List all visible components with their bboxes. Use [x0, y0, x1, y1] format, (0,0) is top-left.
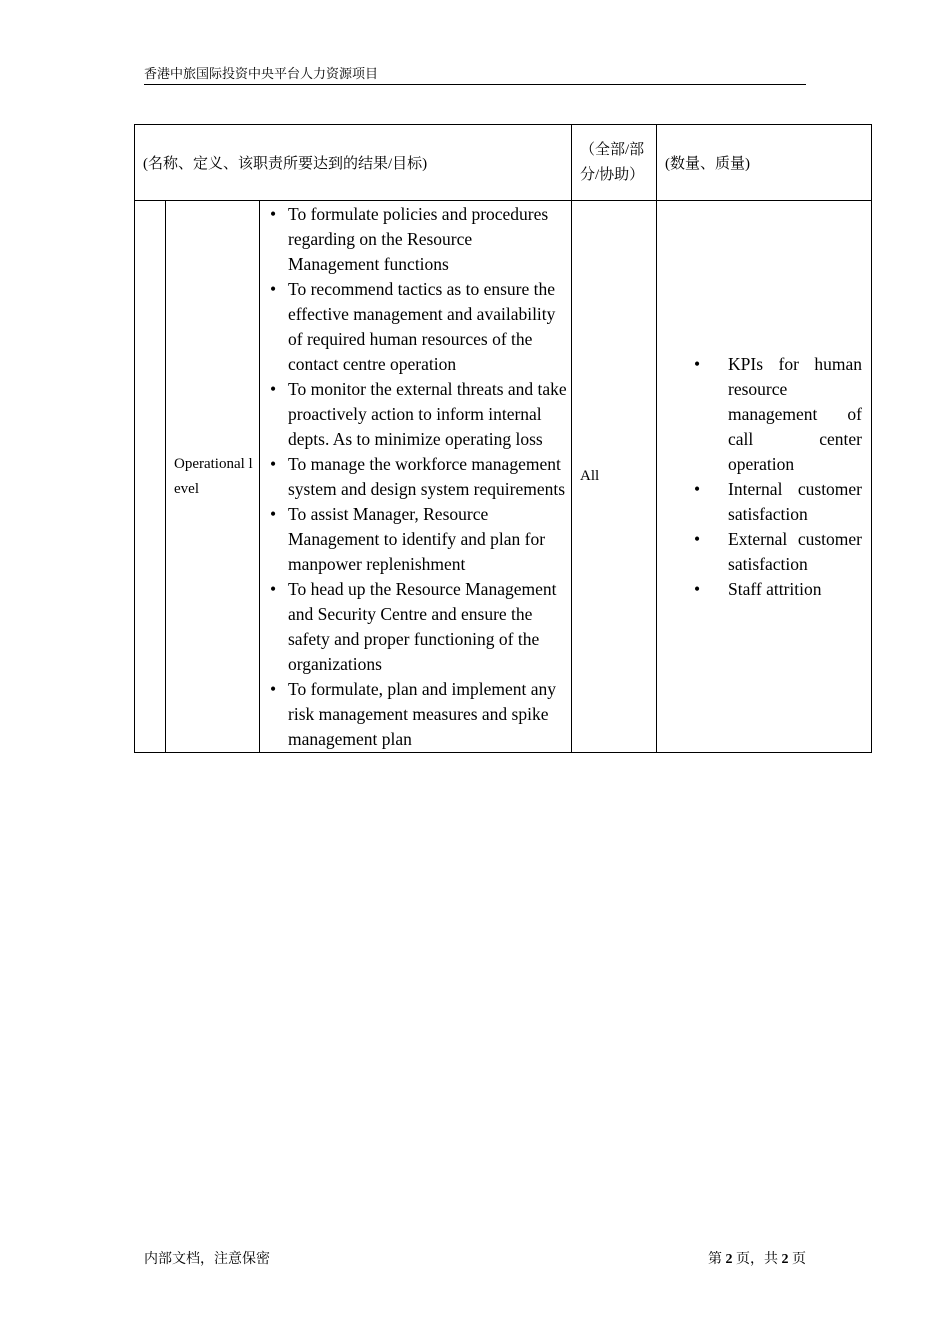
duty-item: • To assist Manager, Resource Management to identify and plan for manpower replenishment — [288, 502, 567, 577]
duties-cell — [260, 201, 572, 753]
duty-item: • To formulate policies and procedures regarding on the Resource Management functions — [288, 202, 567, 277]
row-index-cell — [135, 201, 166, 753]
kpi-list — [657, 352, 862, 602]
kpi-item: • Internal customer satisfaction — [728, 477, 862, 527]
level-cell: Operational level — [166, 201, 260, 753]
table-header-row — [135, 125, 872, 201]
duty-item: • To monitor the external threats and take proactively action to inform internal depts. As to minimize operating loss — [288, 377, 567, 452]
page-current: 2 — [725, 1252, 733, 1267]
header-duty-title: (名称、定义、该职责所要达到的结果/目标) — [135, 125, 572, 201]
footer-confidential: 内部文档，注意保密 — [144, 1252, 270, 1267]
kpi-item: • Staff attrition — [728, 577, 862, 602]
page-total: 2 — [781, 1252, 789, 1267]
page-header — [144, 66, 806, 85]
header-title: 香港中旅国际投资中央平台人力资源项目 — [144, 66, 379, 81]
page-prefix: 第 — [708, 1252, 722, 1267]
table-row — [135, 201, 872, 753]
duty-item: • To head up the Resource Management and Security Centre and ensure the safety and proper functioning of the organizations — [288, 577, 567, 677]
header-measure: (数量、质量) — [657, 125, 872, 201]
page-middle: 页，共 — [736, 1252, 778, 1267]
duty-item: • To formulate, plan and implement any risk management measures and spike management plan — [288, 677, 567, 752]
footer-page-number — [708, 1248, 806, 1268]
header-scope: （全部/部分/协助） — [572, 125, 657, 201]
kpi-cell — [657, 201, 872, 753]
duty-item: • To recommend tactics as to ensure the effective management and availability of required human resources of the contact centre operation — [288, 277, 567, 377]
duties-list — [266, 202, 567, 752]
kpi-item: • KPIs for human resource management of call center operation — [728, 352, 862, 477]
duty-item: • To manage the workforce management system and design system requirements — [288, 452, 567, 502]
kpi-item: • External customer satisfaction — [728, 527, 862, 577]
duties-table — [134, 124, 872, 753]
scope-cell: All — [572, 201, 657, 753]
page-suffix: 页 — [792, 1252, 806, 1267]
